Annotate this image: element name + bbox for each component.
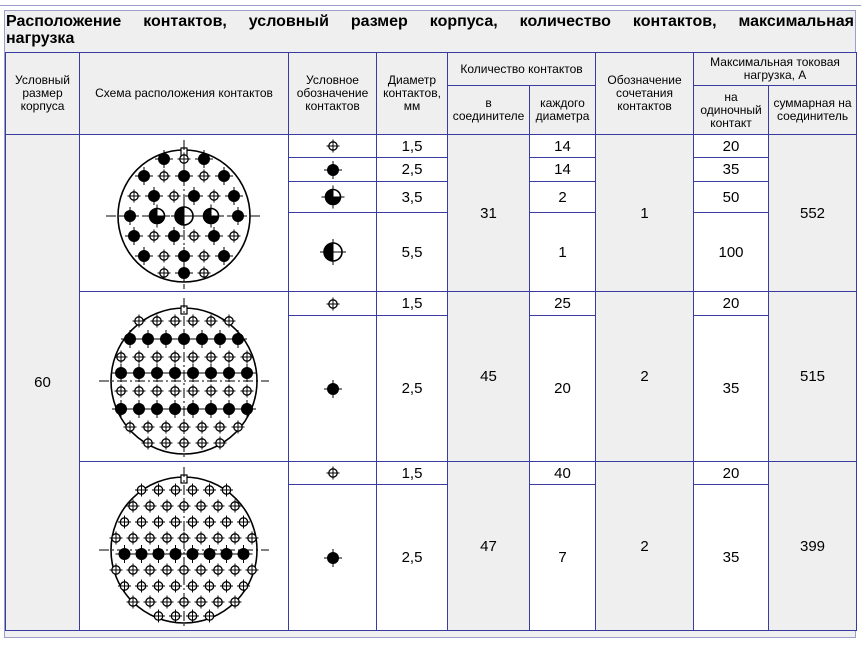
diameter-cell: 2,5 — [377, 316, 448, 462]
header-combination: Обозначение сочетания контактов — [596, 53, 694, 135]
title-line-1: Расположение контактов, условный размер корпуса, количество контактов, максимальная — [6, 13, 854, 30]
contact-symbol — [289, 292, 377, 316]
diameter-cell: 1,5 — [377, 135, 448, 158]
contact-symbol — [289, 135, 377, 158]
contact-symbol — [289, 158, 377, 182]
scheme-cell — [80, 292, 289, 462]
each-count-cell: 14 — [530, 135, 596, 158]
header-count-group: Количество контактов — [448, 53, 596, 86]
page-title — [6, 13, 854, 47]
contact-symbol — [289, 213, 377, 292]
contact-3-5-icon — [313, 183, 353, 211]
total-current-cell: 515 — [769, 292, 857, 462]
single-current-cell: 35 — [694, 316, 769, 462]
header-symbol: Условное обозначение контактов — [289, 53, 377, 135]
header-current-single: на одиночный контакт — [694, 86, 769, 135]
contact-symbol — [289, 462, 377, 485]
each-count-cell: 20 — [530, 316, 596, 462]
single-current-cell: 20 — [694, 135, 769, 158]
total-count-cell: 31 — [448, 135, 530, 292]
each-count-cell: 40 — [530, 462, 596, 485]
single-current-cell: 35 — [694, 485, 769, 631]
diameter-cell: 1,5 — [377, 292, 448, 316]
contact-2-5-icon — [313, 547, 353, 569]
single-current-cell: 35 — [694, 158, 769, 182]
total-current-cell: 552 — [769, 135, 857, 292]
each-count-cell: 2 — [530, 182, 596, 213]
size-value: 60 — [6, 135, 80, 631]
contact-5-5-icon — [313, 236, 353, 268]
total-count-cell: 47 — [448, 462, 530, 631]
contact-2-5-icon — [313, 378, 353, 400]
header-scheme: Схема расположения контактов — [80, 53, 289, 135]
diameter-cell: 5,5 — [377, 213, 448, 292]
connector-layout-47-icon — [89, 466, 279, 626]
contact-1-5-icon — [313, 136, 353, 156]
connector-layout-31-icon — [89, 137, 279, 289]
diameter-cell: 3,5 — [377, 182, 448, 213]
scheme-cell — [80, 135, 289, 292]
combination-cell: 1 — [596, 135, 694, 292]
total-count-cell: 45 — [448, 292, 530, 462]
header-current-total: суммарная на соединитель — [769, 86, 857, 135]
diameter-cell: 1,5 — [377, 462, 448, 485]
contact-1-5-icon — [313, 463, 353, 483]
each-count-cell: 7 — [530, 485, 596, 631]
single-current-cell: 20 — [694, 462, 769, 485]
contacts-table — [5, 52, 857, 631]
connector-layout-45-icon — [89, 296, 279, 458]
each-count-cell: 1 — [530, 213, 596, 292]
header-count-each: каждого диаметра — [530, 86, 596, 135]
combination-cell: 2 — [596, 462, 694, 631]
single-current-cell: 50 — [694, 182, 769, 213]
single-current-cell: 20 — [694, 292, 769, 316]
title-line-2: нагрузка — [6, 30, 75, 47]
contact-symbol — [289, 316, 377, 462]
diameter-cell: 2,5 — [377, 158, 448, 182]
contact-symbol — [289, 485, 377, 631]
contact-2-5-icon — [313, 159, 353, 181]
combination-cell: 2 — [596, 292, 694, 462]
each-count-cell: 14 — [530, 158, 596, 182]
header-diameter: Диаметр контактов, мм — [377, 53, 448, 135]
top-rule — [0, 5, 861, 6]
single-current-cell: 100 — [694, 213, 769, 292]
total-current-cell: 399 — [769, 462, 857, 631]
contact-1-5-icon — [313, 294, 353, 314]
header-current-group: Максимальная токовая нагрузка, А — [694, 53, 857, 86]
header-count-total: в соединителе — [448, 86, 530, 135]
contact-symbol — [289, 182, 377, 213]
header-size: Условный размер корпуса — [6, 53, 80, 135]
scheme-cell — [80, 462, 289, 631]
each-count-cell: 25 — [530, 292, 596, 316]
diameter-cell: 2,5 — [377, 485, 448, 631]
